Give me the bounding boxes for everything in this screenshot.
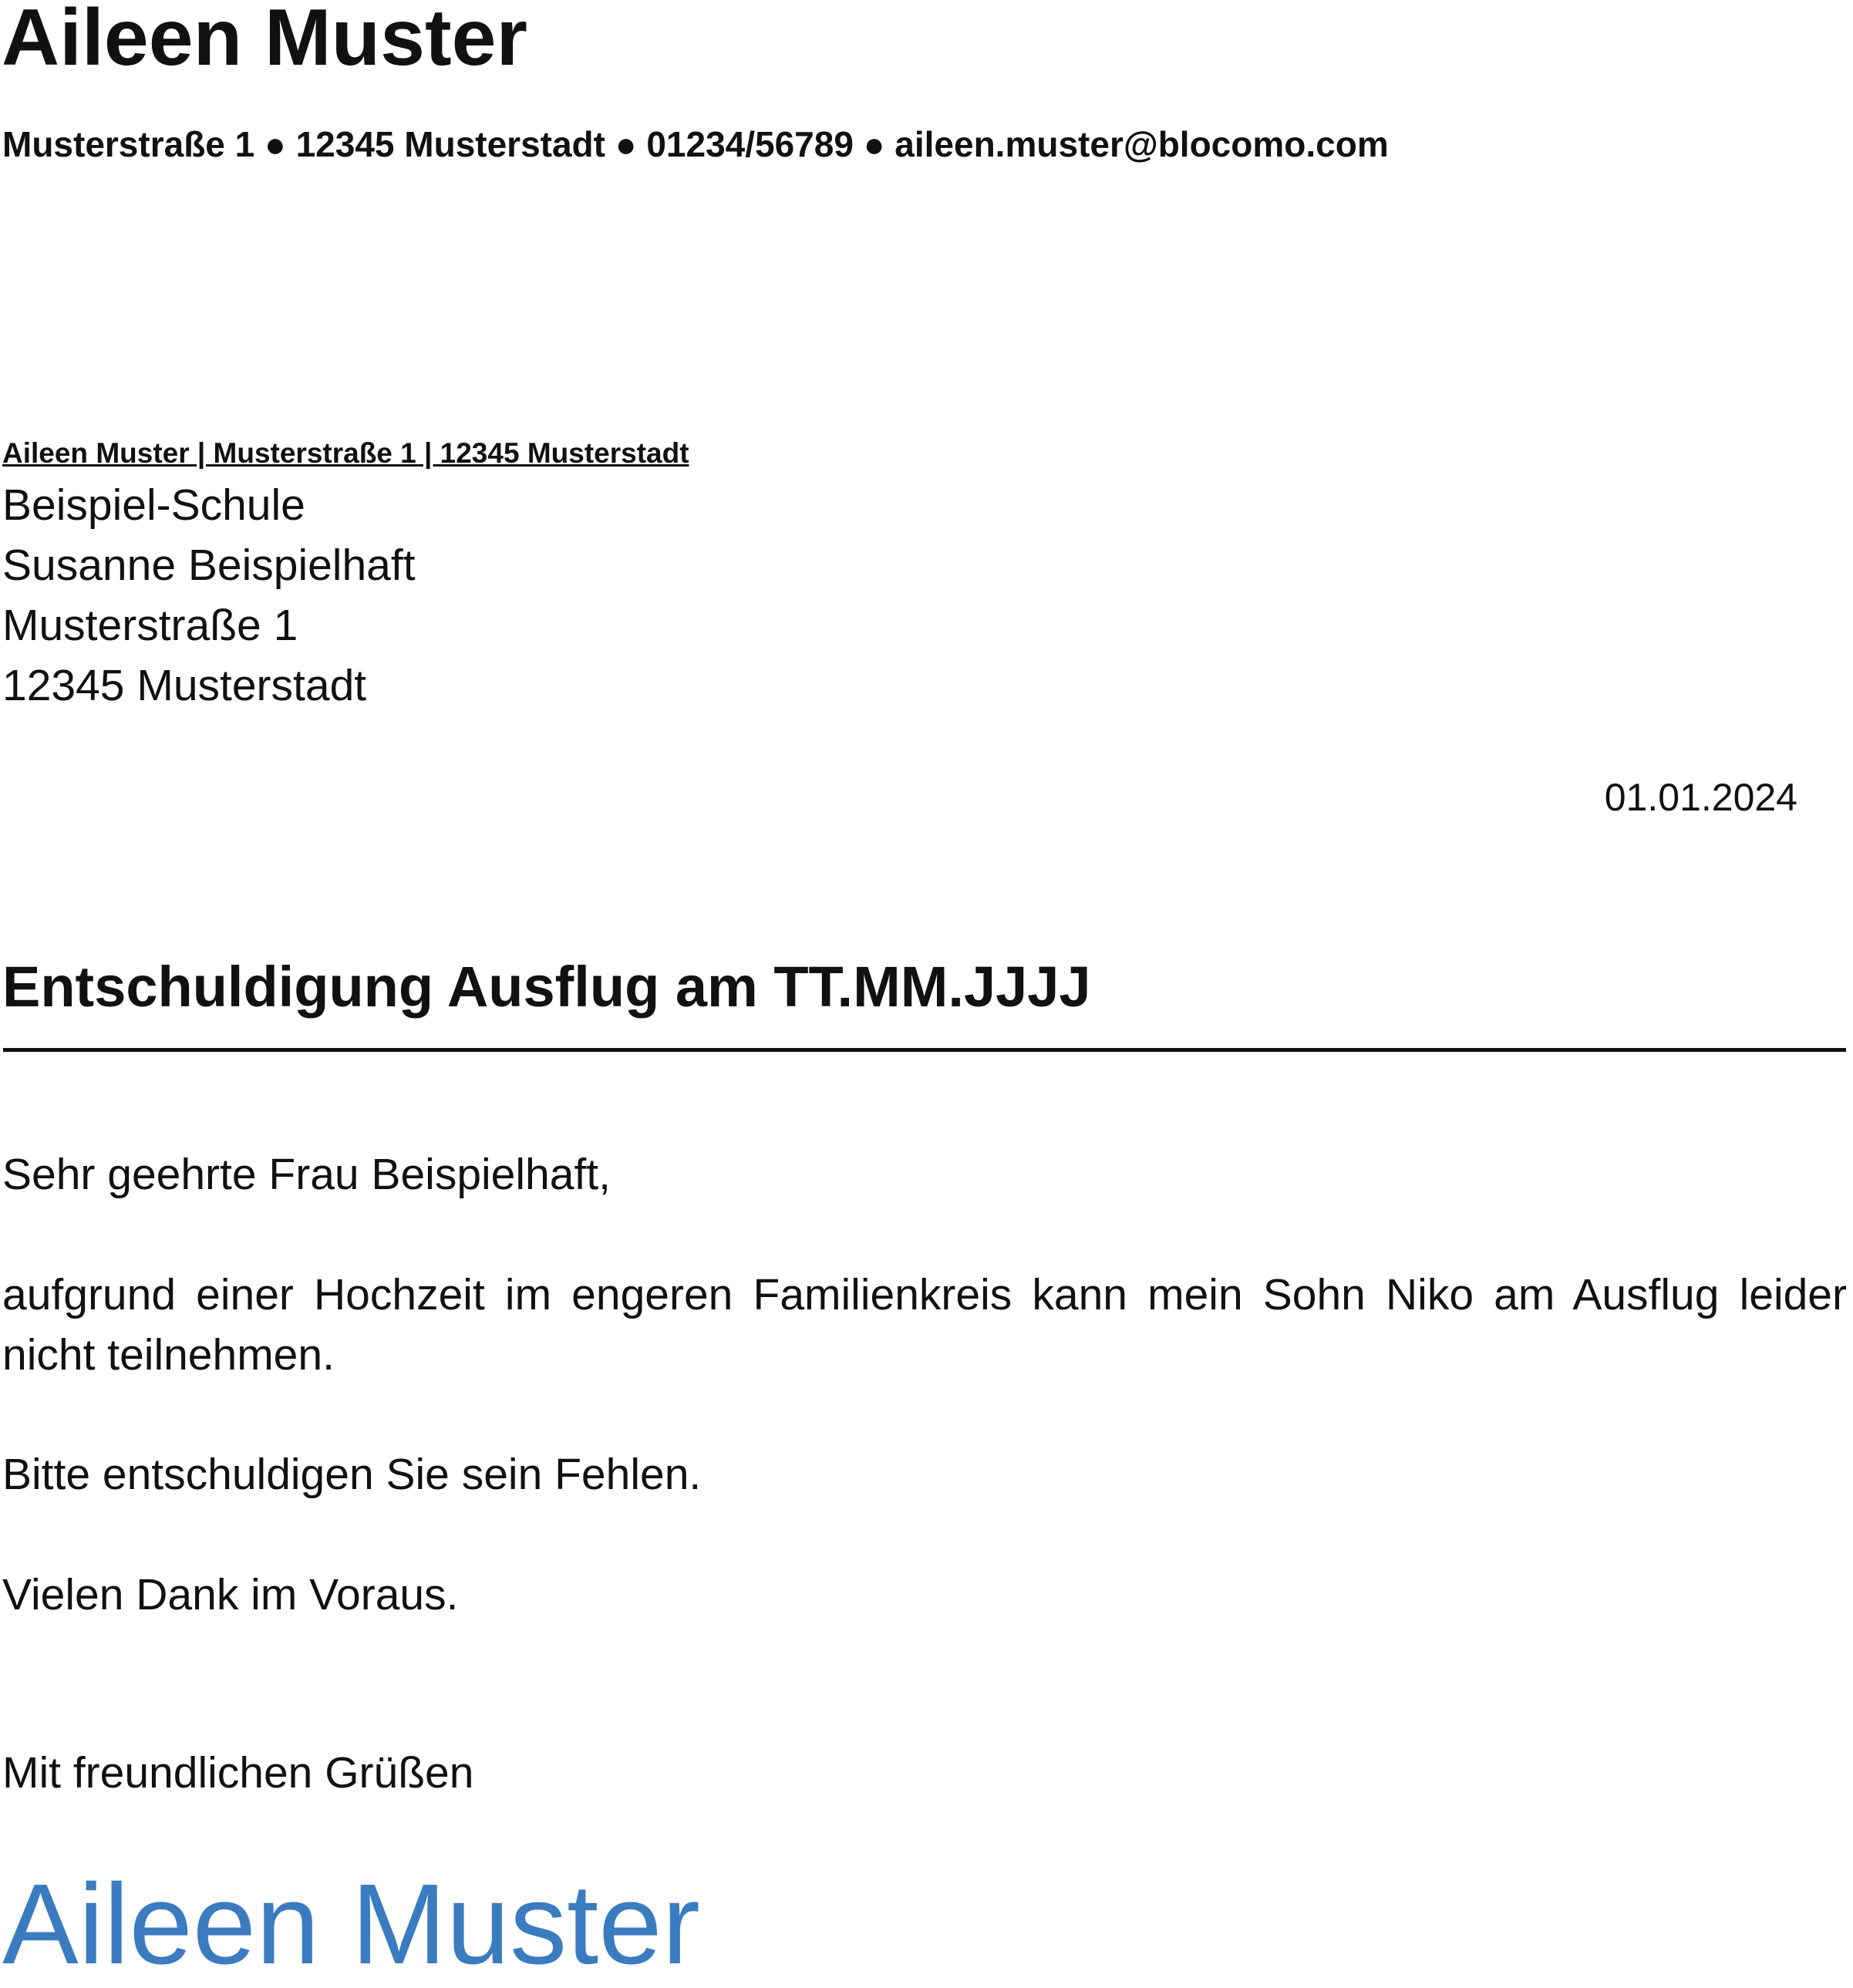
recipient-person: Susanne Beispielhaft (2, 541, 416, 590)
letter-date: 01.01.2024 (1604, 776, 1797, 819)
sender-contact-line: Musterstraße 1 ● 12345 Musterstadt ● 01234/56789 ● aileen.muster@blocomo.com (2, 124, 1389, 164)
body-paragraph: Vielen Dank im Voraus. (2, 1570, 459, 1619)
sender-name: Aileen Muster (2, 0, 527, 83)
body-paragraph: aufgrund einer Hochzeit im engeren Familienkreis kann mein Sohn Niko am Ausflug leider nicht teilnehmen. (2, 1270, 1847, 1380)
closing: Mit freundlichen Grüßen (2, 1748, 474, 1798)
recipient-organization: Beispiel-Schule (2, 480, 305, 530)
body-paragraph: Bitte entschuldigen Sie sein Fehlen. (2, 1450, 702, 1499)
recipient-address (2, 475, 416, 716)
salutation: Sehr geehrte Frau Beispielhaft, (2, 1150, 611, 1199)
recipient-city: 12345 Musterstadt (2, 661, 367, 710)
signature: Aileen Muster (2, 1861, 700, 1988)
return-address-line: Aileen Muster | Musterstraße 1 | 12345 Musterstadt (2, 437, 689, 469)
subject-divider (3, 1048, 1846, 1052)
letter-subject: Entschuldigung Ausflug am TT.MM.JJJJ (2, 955, 1091, 1019)
recipient-street: Musterstraße 1 (2, 601, 298, 650)
